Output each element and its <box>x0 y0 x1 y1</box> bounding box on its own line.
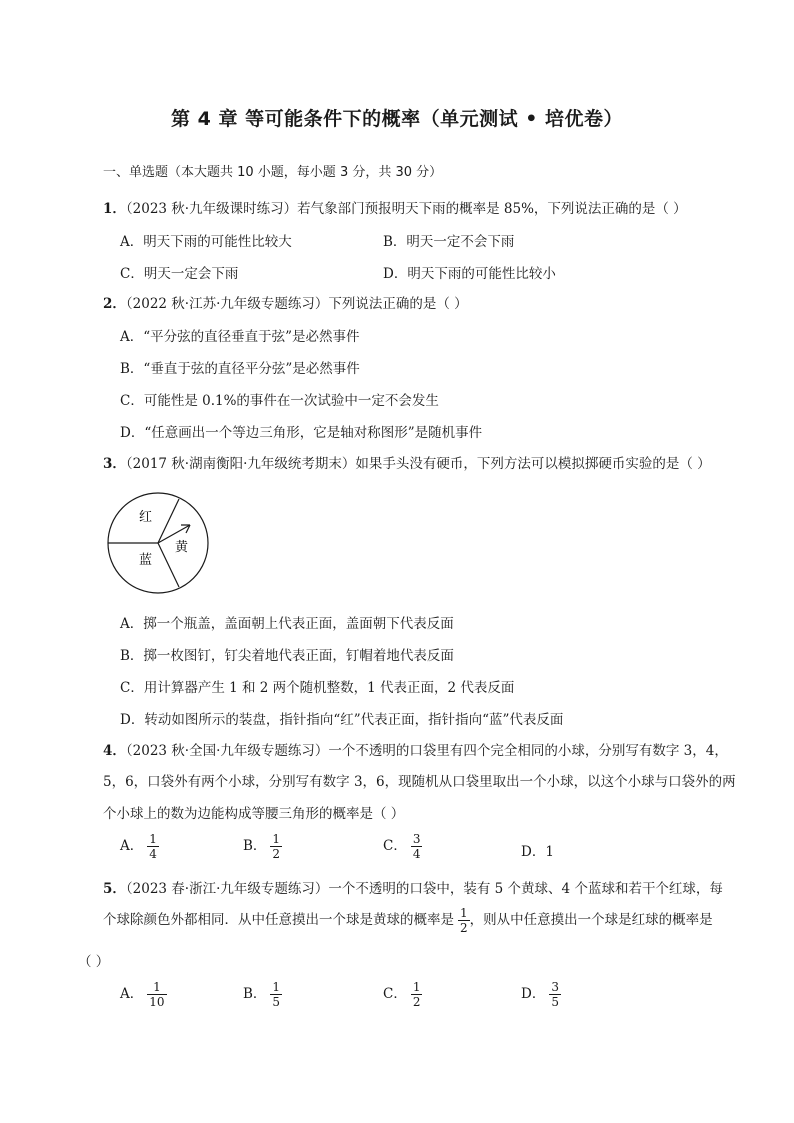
spinner-divider-top <box>158 499 179 543</box>
numerator: 3 <box>551 980 559 994</box>
fraction <box>270 980 282 1009</box>
q2-option-d: D．“任意画出一个等边三角形，它是轴对称图形”是随机事件 <box>120 425 483 441</box>
q4-option-b <box>243 832 282 861</box>
section-heading: 一、单选题（本大题共 10 小题，每小题 3 分，共 30 分） <box>103 165 443 180</box>
option-label: B． <box>243 838 267 854</box>
numerator: 1 <box>272 980 281 994</box>
denominator: 2 <box>460 921 468 935</box>
fraction <box>458 906 470 935</box>
q4-option-c <box>383 832 422 861</box>
q4-option-d: D．1 <box>521 844 554 860</box>
question-text: （2023 秋·九年级课时练习）若气象部门预报明天下雨的概率是 85%，下列说法正确的是（ ） <box>125 201 687 217</box>
question-2 <box>103 292 468 312</box>
denominator: 10 <box>149 995 165 1009</box>
question-text: （2022 秋·江苏·九年级专题练习）下列说法正确的是（ ） <box>125 296 468 312</box>
question-5 <box>103 877 723 897</box>
question-number: 2． <box>103 296 126 312</box>
question-text-line-3: 个小球上的数为边能构成等腰三角形的概率是（ ） <box>103 806 405 822</box>
numerator: 1 <box>412 980 421 994</box>
q2-option-c: C．可能性是 0.1%的事件在一次试验中一定不会发生 <box>120 393 439 409</box>
question-text-line-1: （2023 春·浙江·九年级专题练习）一个不透明的口袋中，装有 5 个黄球、4 个蓝球和若干个红球，每 <box>125 881 723 897</box>
question-4 <box>103 739 728 759</box>
q2-option-a: A．“平分弦的直径垂直于弦”是必然事件 <box>120 329 360 345</box>
option-label: A． <box>120 838 144 854</box>
question-1 <box>103 197 687 217</box>
text-segment: 个球除颜色外都相同．从中任意摸出一个球是黄球的概率是 <box>103 912 454 928</box>
q3-option-c: C．用计算器产生 1 和 2 两个随机整数，1 代表正面，2 代表反面 <box>120 680 515 696</box>
text-segment: ，则从中任意摸出一个球是红球的概率是 <box>469 912 713 928</box>
q5-option-a <box>120 980 167 1009</box>
question-text-line-3: （ ） <box>78 954 110 970</box>
fraction <box>411 832 423 861</box>
denominator: 5 <box>551 995 559 1009</box>
question-number: 1． <box>103 201 126 217</box>
denominator: 5 <box>272 995 281 1009</box>
spinner-label-red: 红 <box>139 510 153 525</box>
option-label: D． <box>521 986 546 1002</box>
q1-option-d: D．明天下雨的可能性比较小 <box>383 266 556 282</box>
option-label: C． <box>383 986 407 1002</box>
option-label: B． <box>243 986 267 1002</box>
question-text-line-2: 5，6，口袋外有两个小球，分别写有数字 3，6，现随机从口袋里取出一个小球，以这个小球与口袋外的两 <box>103 774 736 790</box>
numerator: 3 <box>412 832 421 846</box>
q1-option-a: A．明天下雨的可能性比较大 <box>120 234 292 250</box>
denominator: 2 <box>272 847 281 861</box>
spinner-diagram <box>106 491 210 595</box>
page-title: 第 4 章 等可能条件下的概率（单元测试 • 培优卷） <box>171 108 623 130</box>
question-text-line-2 <box>103 906 713 935</box>
denominator: 4 <box>412 847 421 861</box>
q4-option-a <box>120 832 159 861</box>
numerator: 1 <box>460 906 468 920</box>
question-number: 3． <box>103 456 126 472</box>
question-number: 4． <box>103 743 126 759</box>
question-text: （2017 秋·湖南衡阳·九年级统考期末）如果手头没有硬币，下列方法可以模拟掷硬币实验的是（ ） <box>125 456 711 472</box>
question-3 <box>103 452 711 472</box>
q2-option-b: B．“垂直于弦的直径平分弦”是必然事件 <box>120 361 360 377</box>
fraction <box>147 832 159 861</box>
option-label: A． <box>120 986 144 1002</box>
numerator: 1 <box>149 832 157 846</box>
q5-option-b <box>243 980 282 1009</box>
spinner-label-blue: 蓝 <box>139 553 153 568</box>
numerator: 1 <box>147 980 166 995</box>
denominator: 2 <box>412 995 421 1009</box>
q1-option-b: B．明天一定不会下雨 <box>383 234 515 250</box>
fraction <box>411 980 423 1009</box>
q3-option-b: B．掷一枚图钉，钉尖着地代表正面，钉帽着地代表反面 <box>120 648 454 664</box>
fraction <box>549 980 561 1009</box>
question-text-line-1: （2023 秋·全国·九年级专题练习）一个不透明的口袋里有四个完全相同的小球，分别写有数字 3，4， <box>125 743 728 759</box>
q5-option-d <box>521 980 561 1009</box>
q1-option-c: C．明天一定会下雨 <box>120 266 239 282</box>
fraction <box>270 832 282 861</box>
denominator: 4 <box>149 847 157 861</box>
option-label: C． <box>383 838 407 854</box>
fraction <box>147 980 166 1009</box>
question-number: 5． <box>103 881 126 897</box>
q3-option-d: D．转动如图所示的装盘，指针指向“红”代表正面，指针指向“蓝”代表反面 <box>120 712 564 728</box>
q3-option-a: A．掷一个瓶盖，盖面朝上代表正面，盖面朝下代表反面 <box>120 616 454 632</box>
q5-option-c <box>383 980 422 1009</box>
spinner-label-yellow: 黄 <box>175 540 189 555</box>
numerator: 1 <box>272 832 281 846</box>
